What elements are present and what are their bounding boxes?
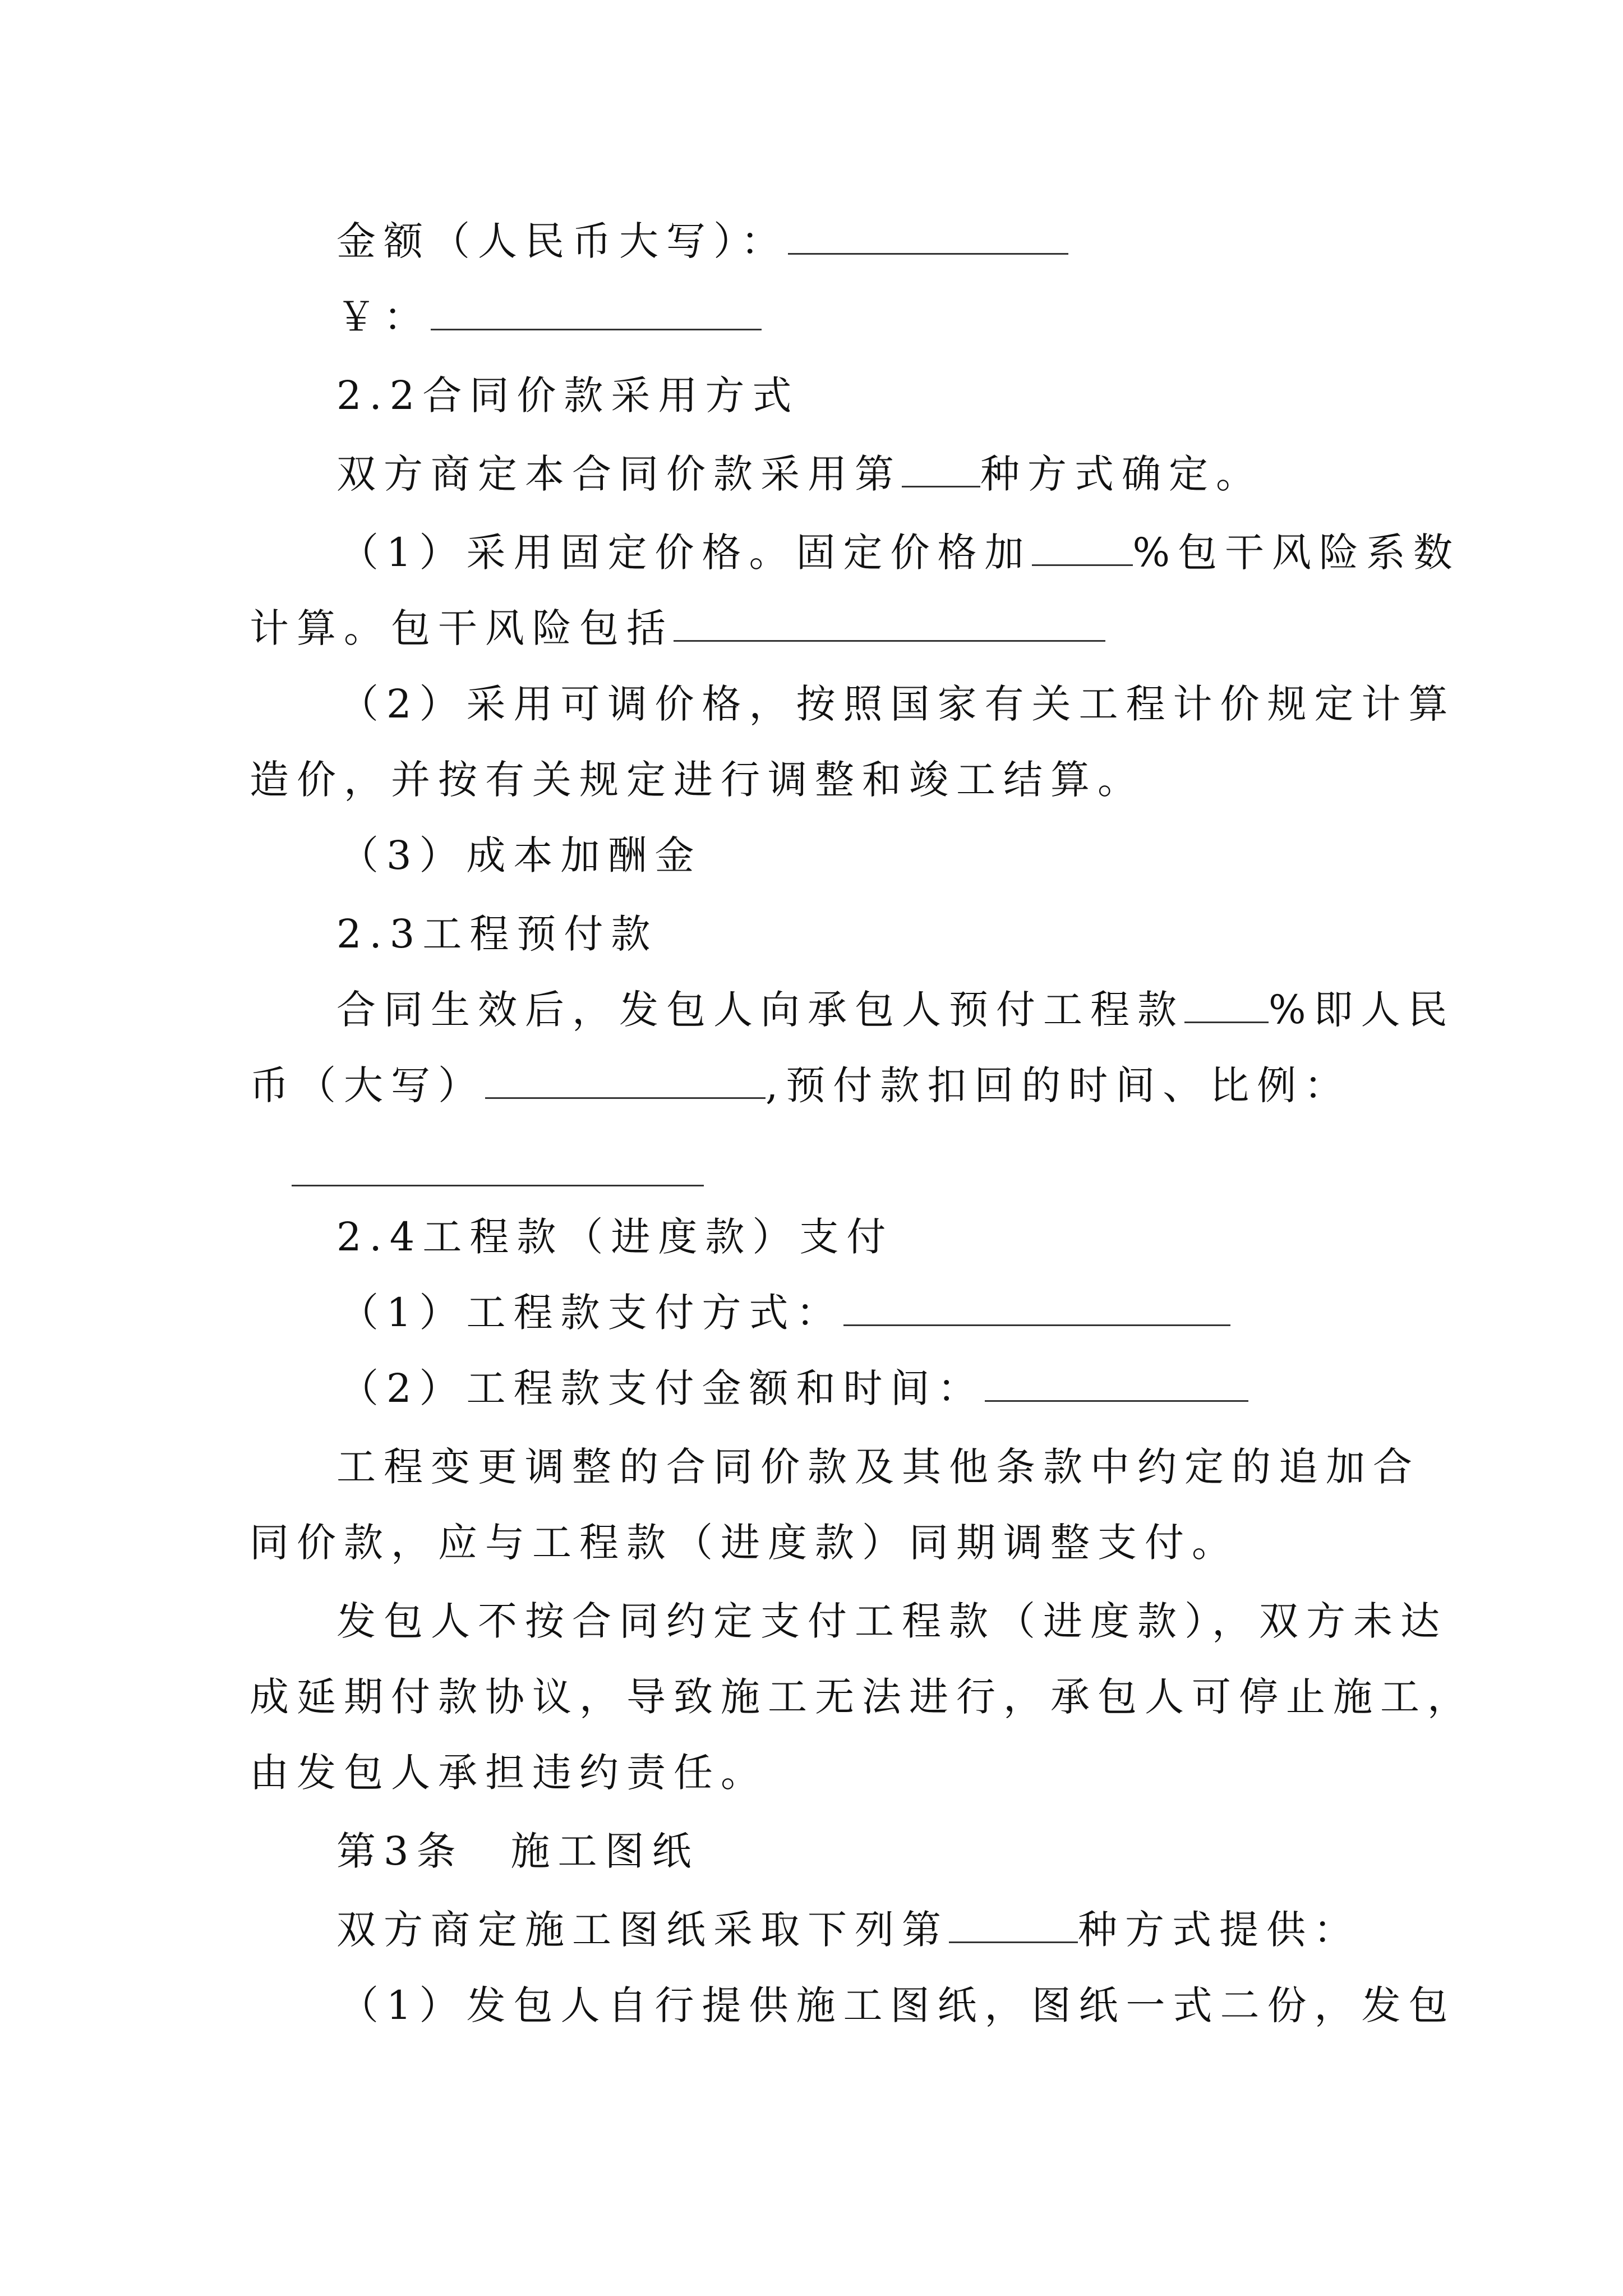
prepayment-deduction-blank[interactable] [292, 1150, 704, 1186]
change-adjust-line [336, 1442, 1420, 1492]
price-method-blank[interactable] [902, 451, 980, 487]
change-adjust-line-2 [250, 1517, 1239, 1568]
fixed-price-text-a: （1）采用固定价格。固定价格加 [339, 530, 1032, 576]
drawings-method-text-a: 双方商定施工图纸采取下列第 [336, 1907, 949, 1953]
fixed-price-line [339, 527, 1460, 578]
default-text: 发包人不按合同约定支付工程款（进度款），双方未达 [336, 1598, 1447, 1644]
default-text-3: 由发包人承担违约责任。 [250, 1750, 768, 1796]
amount-yuan-label: ￥： [336, 294, 431, 340]
prepayment-line-2 [250, 1060, 1351, 1111]
amount-yuan-line [336, 292, 762, 342]
payment-method-text: （1）工程款支付方式： [339, 1290, 843, 1336]
default-line [336, 1596, 1447, 1646]
payment-method-line [339, 1287, 1230, 1338]
default-line-2 [250, 1672, 1474, 1722]
prepayment-text-b: %即人民 [1269, 987, 1455, 1033]
drawings-option-1-text: （1）发包人自行提供施工图纸，图纸一式二份，发包 [339, 1982, 1456, 2028]
price-method-line [336, 449, 1263, 499]
adjustable-price-line [339, 679, 1456, 729]
section-2-2-heading-text: 2.2合同价款采用方式 [336, 372, 800, 418]
drawings-method-blank[interactable] [949, 1907, 1078, 1943]
section-2-2-heading [336, 370, 799, 421]
section-2-3-heading [336, 909, 658, 959]
payment-amount-text: （2）工程款支付金额和时间： [339, 1365, 985, 1411]
default-line-3 [250, 1747, 768, 1798]
prepayment-percent-blank[interactable] [1184, 987, 1269, 1023]
change-adjust-text-2: 同价款，应与工程款（进度款）同期调整支付。 [250, 1520, 1239, 1566]
payment-amount-line [339, 1363, 1248, 1414]
article-3-heading [336, 1826, 699, 1876]
amount-chinese-blank[interactable] [788, 218, 1068, 255]
section-2-3-heading-text: 2.3工程预付款 [336, 911, 658, 957]
fixed-price-text-b: %包干风险系数 [1132, 530, 1461, 576]
prepayment-text-d: ,预付款扣回的时间、比例： [766, 1062, 1352, 1108]
amount-yuan-blank[interactable] [431, 294, 762, 330]
adjustable-price-line-2 [250, 754, 1145, 805]
change-adjust-text: 工程变更调整的合同价款及其他条款中约定的追加合 [336, 1444, 1420, 1490]
risk-scope-blank[interactable] [674, 605, 1105, 642]
drawings-option-1-line [339, 1980, 1456, 2031]
default-text-2: 成延期付款协议，导致施工无法进行，承包人可停止施工， [250, 1674, 1474, 1720]
price-method-text-b: 种方式确定。 [980, 451, 1263, 497]
adjustable-price-text: （2）采用可调价格，按照国家有关工程计价规定计算 [339, 681, 1456, 727]
section-2-4-heading-text: 2.4工程款（进度款）支付 [336, 1214, 894, 1260]
payment-method-blank[interactable] [843, 1290, 1230, 1326]
cost-plus-line [339, 830, 702, 881]
cost-plus-text: （3）成本加酬金 [339, 832, 702, 878]
risk-scope-line [250, 603, 1105, 654]
drawings-method-line [336, 1904, 1361, 1955]
amount-chinese-label: 金额（人民币大写）： [336, 218, 788, 264]
prepayment-text-a: 合同生效后，发包人向承包人预付工程款 [336, 987, 1184, 1033]
article-3-heading-text: 第3条 施工图纸 [336, 1828, 699, 1874]
risk-percent-blank[interactable] [1032, 530, 1133, 566]
payment-amount-blank[interactable] [985, 1365, 1248, 1402]
prepayment-amount-blank[interactable] [485, 1062, 766, 1099]
prepayment-text-c: 币（大写） [250, 1062, 485, 1108]
section-2-4-heading [336, 1212, 893, 1262]
drawings-method-text-b: 种方式提供： [1078, 1907, 1361, 1953]
prepayment-line [336, 984, 1455, 1035]
amount-chinese-line [336, 216, 1068, 266]
adjustable-price-text-2: 造价，并按有关规定进行调整和竣工结算。 [250, 757, 1145, 803]
risk-scope-text: 计算。包干风险包括 [250, 605, 674, 651]
price-method-text-a: 双方商定本合同价款采用第 [336, 451, 902, 497]
